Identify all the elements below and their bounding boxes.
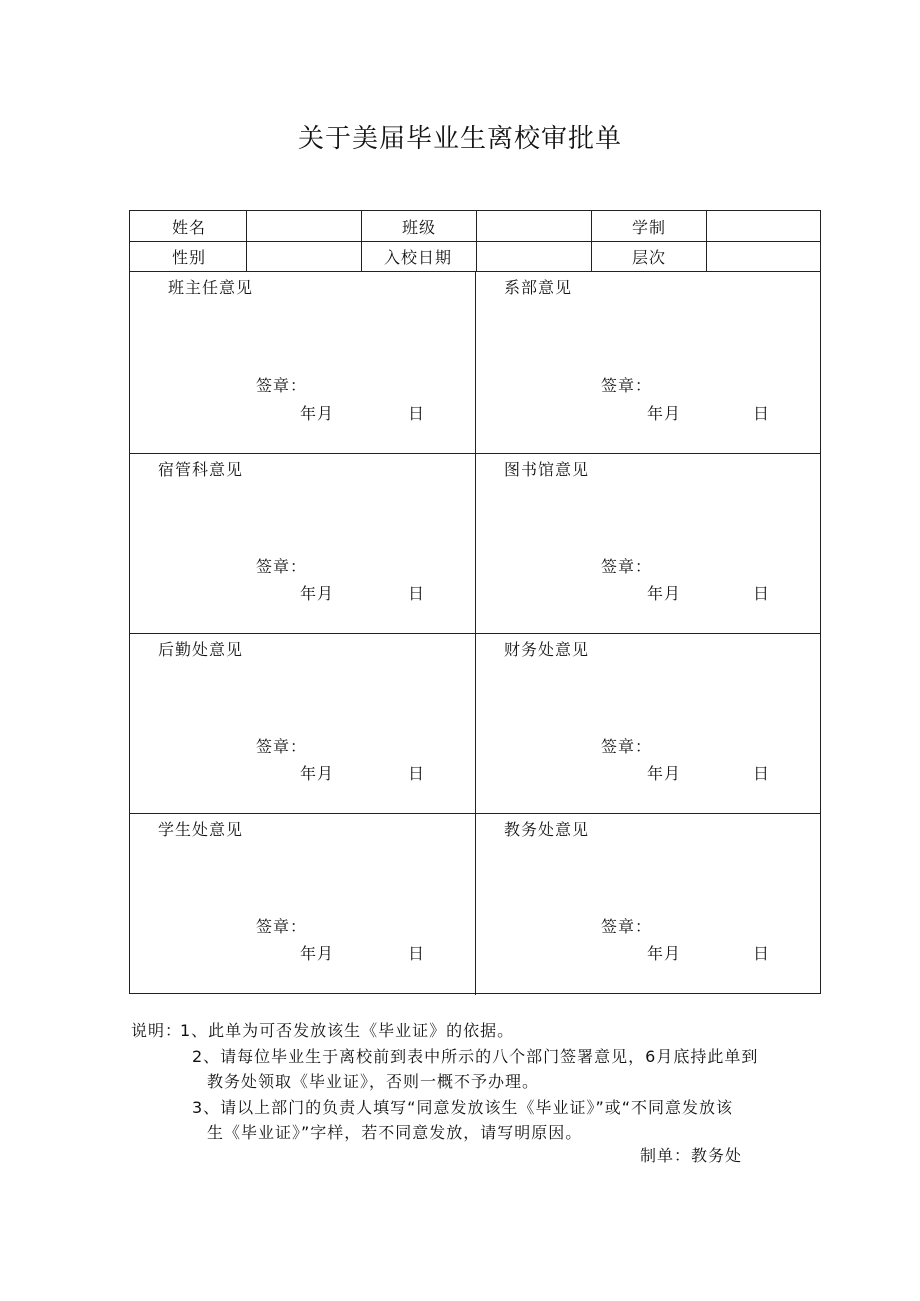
class-field[interactable] [477,215,590,239]
level-label: 层次 [632,248,667,267]
year-month-label: 年月 [300,944,335,963]
day-label: 日 [408,764,426,783]
made-by: 制单：教务处 [640,1146,743,1165]
day-label: 日 [753,944,771,963]
note-line-1: 1、此单为可否发放该生《毕业证》的依据。 [180,1021,515,1040]
note-line-3: 教务处领取《毕业证》，否则一概不予办理。 [207,1072,540,1091]
col-divider [361,211,362,271]
year-month-label: 年月 [647,764,682,783]
document-title: 关于美届毕业生离校审批单 [297,124,622,154]
section-label-department: 系部意见 [504,278,573,297]
section-label-student-affairs: 学生处意见 [158,820,244,839]
year-month-label: 年月 [647,404,682,423]
sign-label: 签章： [256,917,308,936]
approval-form [129,210,821,994]
enroll-date-label: 入校日期 [384,248,453,267]
note-line-4: 3、请以上部门的负责人填写“同意发放该生《毕业证》”或“不同意发放该 [192,1098,734,1117]
section-label-finance: 财务处意见 [504,640,590,659]
section-divider [475,271,476,995]
section-label-academic-affairs: 教务处意见 [504,820,590,839]
day-label: 日 [408,404,426,423]
name-field[interactable] [247,215,360,239]
gender-label: 性别 [172,248,207,267]
notes-prefix: 说明： [131,1021,183,1040]
section-label-library: 图书馆意见 [504,460,590,479]
note-line-5: 生《毕业证》”字样，若不同意发放，请写明原因。 [207,1123,583,1142]
year-month-label: 年月 [300,584,335,603]
gender-field[interactable] [247,245,360,269]
class-label: 班级 [402,218,437,237]
row-divider [130,241,820,242]
sign-label: 签章： [256,737,308,756]
day-label: 日 [753,584,771,603]
duration-label: 学制 [632,218,667,237]
year-month-label: 年月 [300,764,335,783]
sign-label: 签章： [601,376,653,395]
section-label-class-teacher: 班主任意见 [168,278,254,297]
col-divider [591,211,592,271]
note-line-2: 2、请每位毕业生于离校前到表中所示的八个部门签署意见，6月底持此单到 [192,1047,759,1066]
sign-label: 签章： [601,737,653,756]
sign-label: 签章： [601,557,653,576]
year-month-label: 年月 [647,584,682,603]
enroll-date-field[interactable] [477,245,590,269]
sign-label: 签章： [256,376,308,395]
year-month-label: 年月 [300,404,335,423]
sign-label: 签章： [601,917,653,936]
day-label: 日 [753,404,771,423]
day-label: 日 [753,764,771,783]
year-month-label: 年月 [647,944,682,963]
level-field[interactable] [707,245,820,269]
name-label: 姓名 [172,218,207,237]
duration-field[interactable] [707,215,820,239]
day-label: 日 [408,584,426,603]
section-label-logistics: 后勤处意见 [158,640,244,659]
day-label: 日 [408,944,426,963]
sign-label: 签章： [256,557,308,576]
section-label-dormitory: 宿管科意见 [158,460,244,479]
